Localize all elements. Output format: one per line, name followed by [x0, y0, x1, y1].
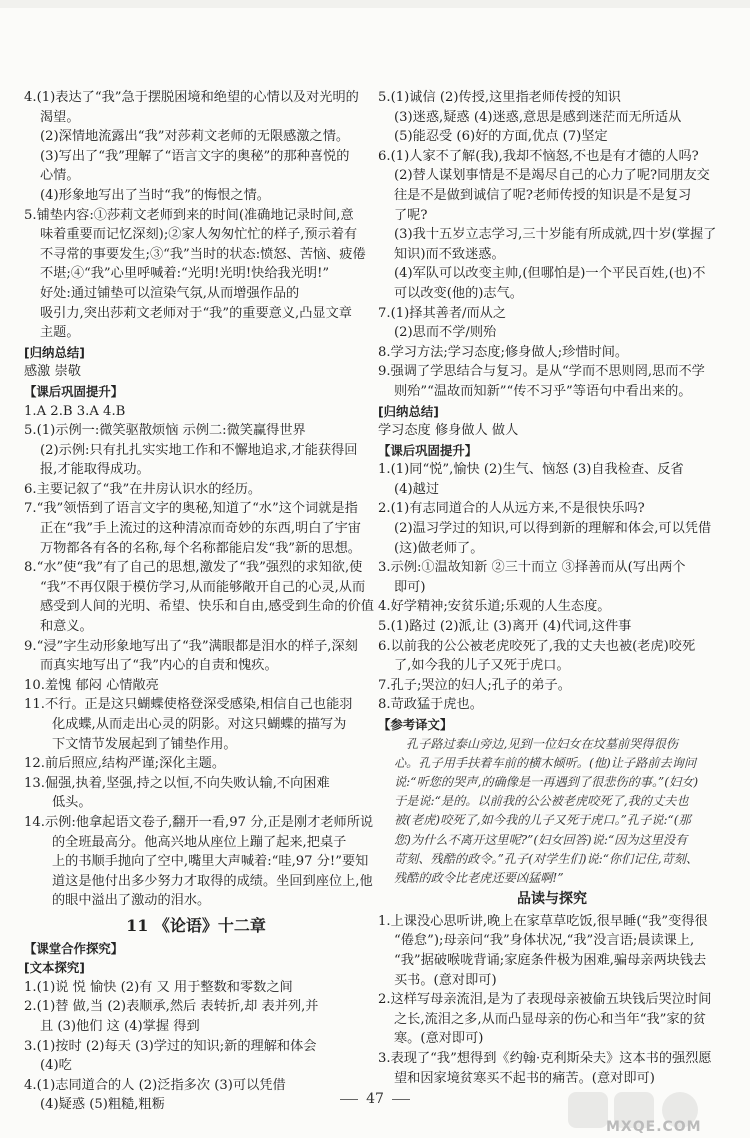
- answer-line: 渴望。: [40, 109, 80, 125]
- answer-line: 6.以前我的公公被老虎咬死了,我的丈夫也被(老虎)咬死: [378, 638, 696, 654]
- chapter-title: 11 《论语》十二章: [126, 915, 266, 935]
- answer-line: 则殆”“温故而知新”“传不习乎”等语句中看出来的。: [394, 383, 692, 399]
- translation-line: 说:“听您的哭声,的确像是一再遇到了很悲伤的事。”(妇女): [394, 775, 699, 789]
- answer-line: (3)我十五岁立志学习,三十岁能有所成就,四十岁(掌握了: [394, 227, 717, 243]
- answer-line: (这)做老师了。: [394, 540, 484, 556]
- answer-line: 不堪;④“我”心里呼喊着:“光明!光明!快给我光明!”: [40, 266, 330, 282]
- answer-line: 5.(1)路过 (2)派,让 (3)离开 (4)代词,这件事: [378, 619, 632, 635]
- answer-line: 9.强调了学思结合与复习。是从“学而不思则罔,思而不学: [378, 364, 705, 380]
- answer-line: 6.(1)人家不了解(我),我却不恼怒,不也是有才德的人吗?: [378, 148, 699, 164]
- section-header: 【参考译文】: [378, 717, 453, 732]
- translation-line: 于是说:“是的。以前我的公公被老虎咬死了,我的丈夫也: [394, 794, 689, 809]
- answer-line: “我”据破喉咙背诵;家庭条件极为困难,骗母亲两块钱去: [394, 953, 707, 968]
- answer-line: 3.(1)按时 (2)每天 (3)学过的知识;新的理解和体会: [24, 1038, 317, 1054]
- watermark-text: MXQE.COM: [606, 1119, 702, 1135]
- answer-line: (2)示例:只有扎扎实实地工作和不懈地追求,才能获得回: [40, 442, 358, 458]
- answer-line: “我”不再仅限于模仿学习,从而能够敞开自己的心灵,从而: [40, 579, 366, 595]
- footer-dash-left: [340, 1099, 358, 1100]
- answer-line: (5)能忍受 (6)好的方面,优点 (7)坚定: [394, 129, 608, 145]
- page-number: 47: [366, 1091, 384, 1107]
- answer-line: 感受到人间的光明、希望、快乐和自由,感受到生命的价值: [40, 599, 374, 615]
- answer-line: (3)写出了“我”理解了“语言文字的奥秘”的那种喜悦的: [40, 148, 350, 164]
- answer-line: 了,如今我的儿子又死于虎口。: [394, 658, 570, 674]
- answer-line: 且 (3)他们 这 (4)掌握 得到: [40, 1018, 200, 1034]
- answer-line: (2)替人谋划事情是不是竭尽自己的心力了呢?同朋友交: [394, 168, 710, 184]
- answer-line: 1.(1)同“悦”,愉快 (2)生气、恼怒 (3)自我检查、反省: [378, 462, 684, 478]
- answer-line: 的全班最高分。他高兴地从座位上蹦了起来,把桌子: [52, 834, 347, 850]
- translation-line: 心。孔子用手扶着车前的横木倾听。(他)让子路前去询问: [394, 755, 697, 770]
- answer-line: 可以改变(他的)志气。: [394, 285, 523, 301]
- answer-line: 寒。(意对即可): [394, 1031, 484, 1047]
- answer-line: 11.不行。正是这只蝴蝶使格登深受感染,相信自己也能羽: [24, 697, 353, 713]
- answer-line: 吸引力,突出莎莉文老师对于“我”的重要意义,凸显文章: [40, 305, 352, 321]
- answer-line: 感激 崇敬: [24, 364, 81, 380]
- page-top-edge: [0, 0, 750, 8]
- answer-line: 报,才能取得成功。: [40, 462, 150, 478]
- answer-line: 即可): [394, 579, 426, 595]
- answer-line: 和意义。: [40, 619, 93, 635]
- answer-line: 心情。: [40, 168, 80, 184]
- answer-line: 5.(1)示例一:微笑驱散烦恼 示例二:微笑赢得世界: [24, 423, 306, 439]
- answer-line: 8.苛政猛于虎也。: [378, 697, 483, 713]
- answer-line: 7.孔子;哭泣的妇人;孔子的弟子。: [378, 677, 571, 693]
- section-title: 品读与探究: [517, 891, 587, 908]
- answer-line: 2.(1)替 做,当 (2)表顺承,然后 表转折,却 表并列,并: [24, 999, 319, 1015]
- answer-line: 9.“浸”字生动形象地写出了“我”满眼都是泪水的样子,深刻: [24, 638, 358, 654]
- section-header: [归纳总结]: [378, 403, 439, 419]
- answer-line: 1.上课没心思听讲,晚上在家草草吃饭,很早睡(“我”变得很: [378, 913, 708, 929]
- answer-line: 买书。(意对即可): [394, 972, 497, 988]
- answer-line: 主题。: [40, 325, 80, 341]
- translation-line: 您)为什么不离开这里呢?”(妇女回答)说:“因为这里没有: [394, 832, 688, 847]
- translation-line: 孔子路过泰山旁边,见到一位妇女在坟墓前哭得很伤: [406, 736, 678, 751]
- answer-line: (2)思而不学/则殆: [394, 325, 497, 341]
- answer-line: 往是不是做到诚信了呢?老师传授的知识是不是复习: [394, 187, 692, 203]
- answer-line: 5.(1)诚信 (2)传授,这里指老师传授的知识: [378, 90, 621, 105]
- answer-line: 7.“我”领悟到了语言文字的奥秘,知道了“水”这个词就是指: [24, 501, 358, 517]
- answer-line: 10.羞愧 郁闷 心情敞亮: [24, 677, 159, 693]
- answer-line: “倦怠”);母亲问“我”身体状况,“我”没言语;晨读课上,: [394, 933, 695, 949]
- answer-line: 2.这样写母亲流泪,是为了表现母亲被偷五块钱后哭泣时间: [378, 992, 712, 1008]
- section-header: 【课堂合作探究】: [24, 940, 124, 956]
- translation-line: 残酷的政令比老虎还要凶猛啊!”: [394, 871, 564, 886]
- answer-line: 的眼中溢出了激动的泪水。: [52, 893, 211, 909]
- answer-line: 14.示例:他拿起语文卷子,翻开一看,97 分,正是刚才老师所说: [24, 814, 374, 830]
- section-header: 【课后巩固提升】: [378, 442, 478, 458]
- answer-line: 4.(1)表达了“我”急于摆脱困境和绝望的心情以及对光明的: [24, 90, 359, 105]
- translation-line: 被(老虎)咬死了,如今我的儿子又死于虎口。”孔子说:“(那: [394, 813, 691, 828]
- answer-line: 之长,流泪之多,从而凸显母亲的伤心和当年“我”家的贫: [394, 1011, 706, 1027]
- answer-line: 万物都各有各的名称,每个名称都能启发“我”新的思想。: [40, 540, 361, 556]
- answer-line: 8.“水”使“我”有了自己的思想,激发了“我”强烈的求知欲,使: [24, 560, 363, 576]
- answer-line: 正在“我”手上流过的这种清凉而奇妙的东西,明白了宇宙: [40, 521, 361, 537]
- answer-line: 味着重要而记忆深刻);②家人匆匆忙忙的样子,预示着有: [40, 227, 358, 243]
- translation-line: 苛刻、残酷的政令。”孔子(对学生们)说:“你们记住,苛刻、: [394, 851, 699, 866]
- answer-line: 望和因家境贫寒买不起书的痛苦。(意对即可): [394, 1070, 655, 1086]
- answer-line: (4)越过: [394, 481, 440, 497]
- answer-line: 知识)而不致迷惑。: [394, 246, 505, 262]
- section-header: [归纳总结]: [24, 344, 85, 360]
- answer-line: 6.主要记叙了“我”在井房认识水的经历。: [24, 481, 262, 497]
- answer-line: 而真实地写出了“我”内心的自责和愧疚。: [40, 658, 278, 674]
- answer-line: 7.(1)择其善者/而从之: [378, 305, 507, 321]
- answer-line: 低头。: [52, 795, 92, 811]
- answer-line: 上的书顺手抛向了空中,嘴里大声喊着:“哇,97 分!”要知: [52, 854, 369, 870]
- answer-line: 3.示例:①温故知新 ②三十而立 ③择善而从(写出两个: [378, 560, 686, 576]
- section-header: [文本探究]: [24, 960, 85, 976]
- footer-dash-right: [392, 1099, 410, 1100]
- answer-line: 了呢?: [394, 207, 428, 223]
- answer-line: 8.学习方法;学习态度;修身做人;珍惜时间。: [378, 344, 629, 360]
- answer-line: (2)深情地流露出“我”对莎莉文老师的无限感激之情。: [40, 129, 350, 145]
- answer-line: 道这是他付出多少努力才取得的成绩。坐回到座位上,他: [52, 873, 373, 889]
- section-header: 【课后巩固提升】: [24, 383, 124, 399]
- answer-line: 3.表现了“我”想得到《约翰·克利斯朵夫》这本书的强烈愿: [378, 1050, 712, 1066]
- answer-line: 4.好学精神;安贫乐道;乐观的人生态度。: [378, 599, 611, 615]
- answer-line: 下文情节发展起到了铺垫作用。: [52, 736, 237, 752]
- answer-line: (4)形象地写出了当时“我”的悔恨之情。: [40, 187, 270, 203]
- answer-line: 1.(1)说 悦 愉快 (2)有 又 用于整数和零数之间: [24, 979, 293, 995]
- left-column: [24, 88, 374, 1115]
- answer-line: (4)吃: [40, 1058, 72, 1074]
- answer-line: (2)温习学过的知识,可以得到新的理解和体会,可以凭借: [394, 521, 712, 537]
- answer-line: 学习态度 修身做人 做人: [378, 423, 519, 439]
- answer-line: 12.前后照应,结构严谨;深化主题。: [24, 756, 226, 772]
- answer-line: (4)军队可以改变主帅,(但哪怕是)一个平民百姓,(也)不: [394, 266, 706, 282]
- answer-line: 2.(1)有志同道合的人从远方来,不是很快乐吗?: [378, 501, 645, 517]
- answer-line: 不寻常的事要发生;③“我”当时的状态:愤怒、苦恼、疲倦: [40, 246, 366, 262]
- answer-line: 化成蝶,从而走出心灵的阴影。对这只蝴蝶的描写为: [52, 717, 347, 732]
- answer-line: (3)迷惑,疑惑 (4)迷惑,意思是感到迷茫而无所适从: [394, 109, 682, 125]
- answer-line: 好处:通过铺垫可以渲染气氛,从而增强作品的: [40, 285, 300, 301]
- answer-line: 13.倔强,执着,坚强,持之以恒,不向失败认输,不向困难: [24, 775, 330, 791]
- right-column: [378, 88, 726, 1088]
- answer-line: 1.A 2.B 3.A 4.B: [24, 403, 126, 419]
- answer-line: 4.(1)志同道合的人 (2)泛指多次 (3)可以凭借: [24, 1077, 286, 1093]
- answer-line: (4)疑惑 (5)粗糙,粗粝: [40, 1097, 165, 1113]
- answer-line: 5.铺垫内容:①莎莉文老师到来的时间(准确地记录时间,意: [24, 207, 354, 223]
